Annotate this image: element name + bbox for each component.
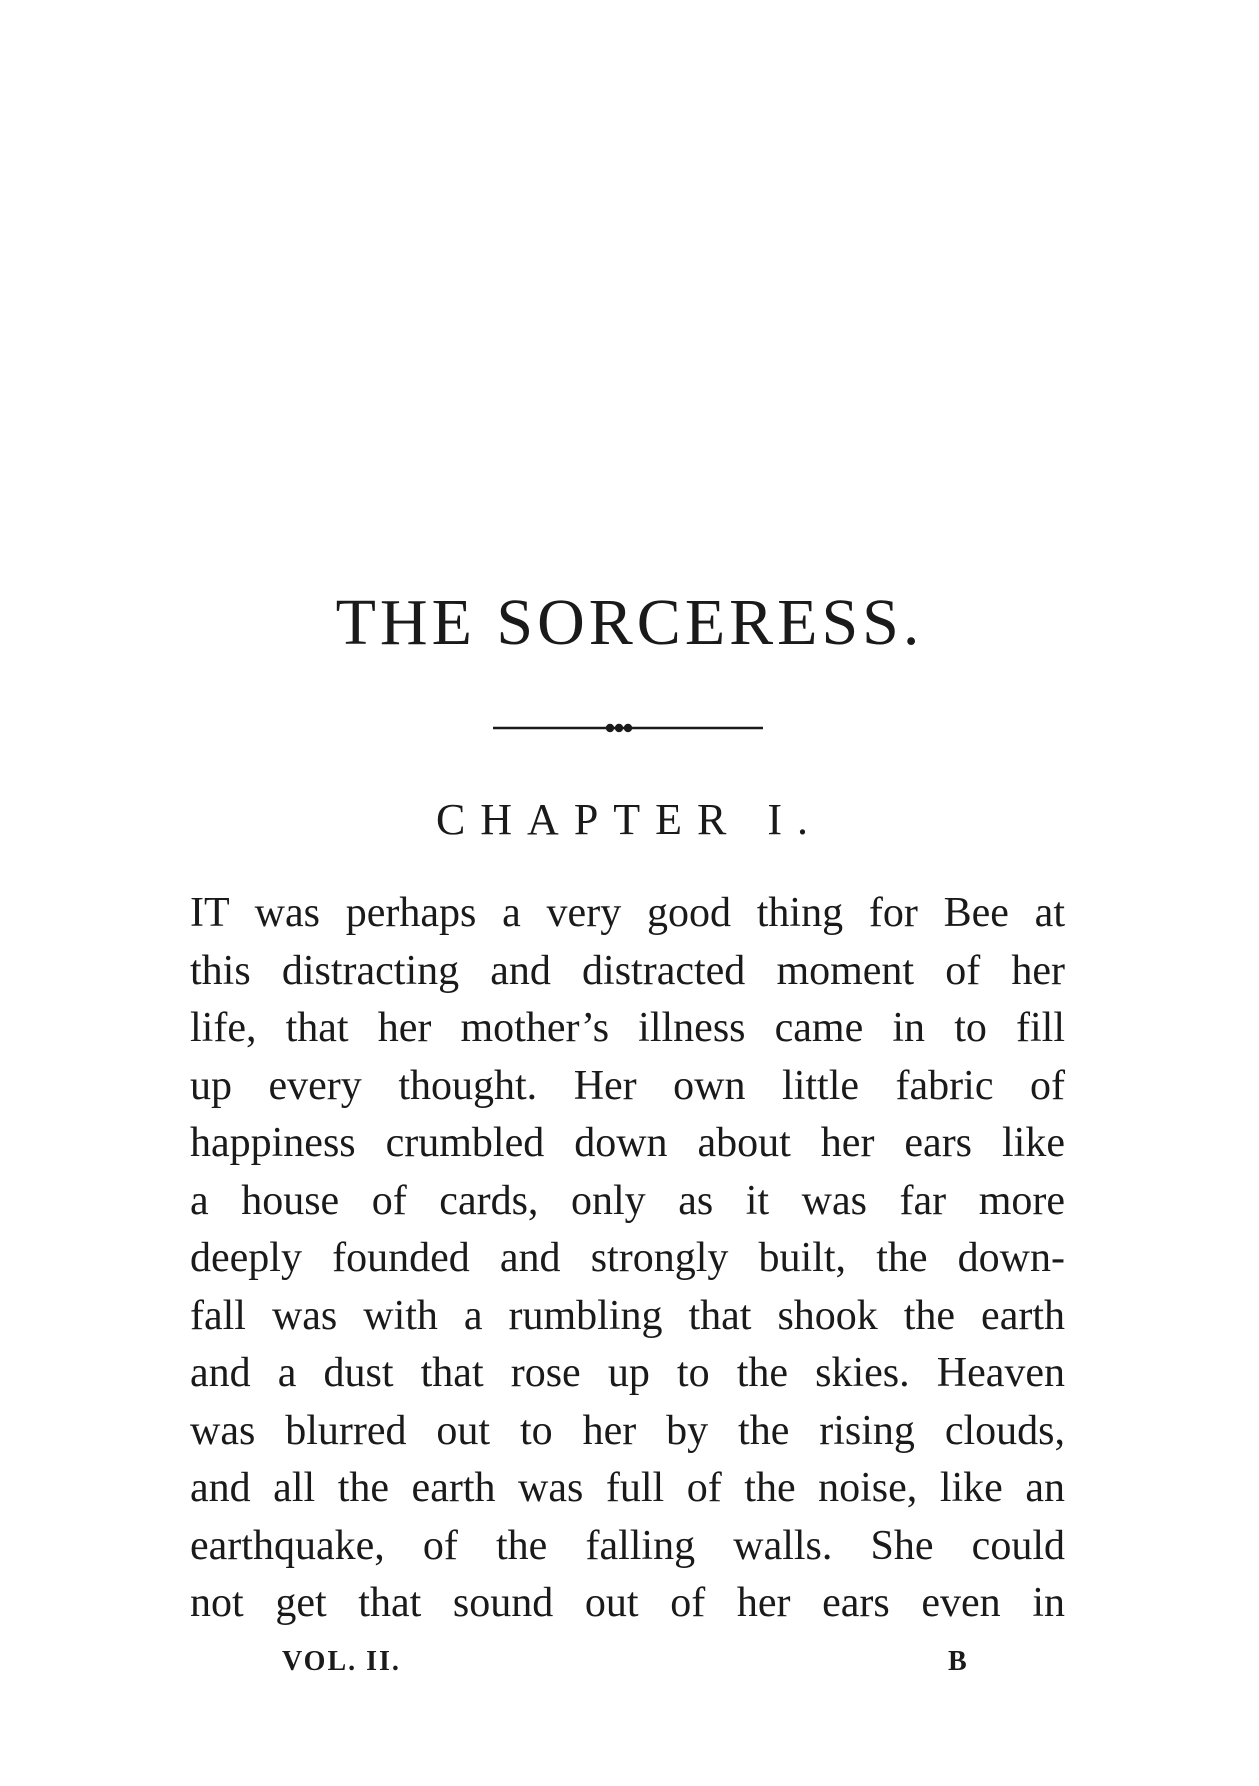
text-line: earthquake, of the falling walls. She could [190,1522,1065,1569]
volume-marker: VOL. II. [282,1646,401,1677]
text-line: and all the earth was full of the noise, like an [190,1465,1065,1511]
text-line: and a dust that rose up to the skies. Heaven [190,1350,1065,1396]
title-ornament-rule [493,720,763,736]
signature-mark: B [948,1646,967,1677]
text-line: a house of cards, only as it was far more [190,1177,1065,1224]
chapter-heading: CHAPTER I. [435,795,824,844]
text-line: happiness crumbled down about her ears like [190,1120,1065,1166]
text-line: fall was with a rumbling that shook the earth [190,1292,1065,1339]
text-line: not get that sound out of her ears even in [190,1580,1065,1626]
text-line: life, that her mother’s illness came in to fill [190,1005,1065,1051]
chapter-body-text [190,885,1065,1633]
text-line: IT was perhaps a very good thing for Bee at [190,890,1065,936]
text-line: deeply founded and strongly built, the down- [190,1235,1065,1281]
text-line: up every thought. Her own little fabric of [190,1062,1065,1109]
book-title: THE SORCERESS. [335,586,924,659]
text-line: this distracting and distracted moment of her [190,947,1065,994]
text-line: was blurred out to her by the rising clouds, [190,1407,1065,1454]
